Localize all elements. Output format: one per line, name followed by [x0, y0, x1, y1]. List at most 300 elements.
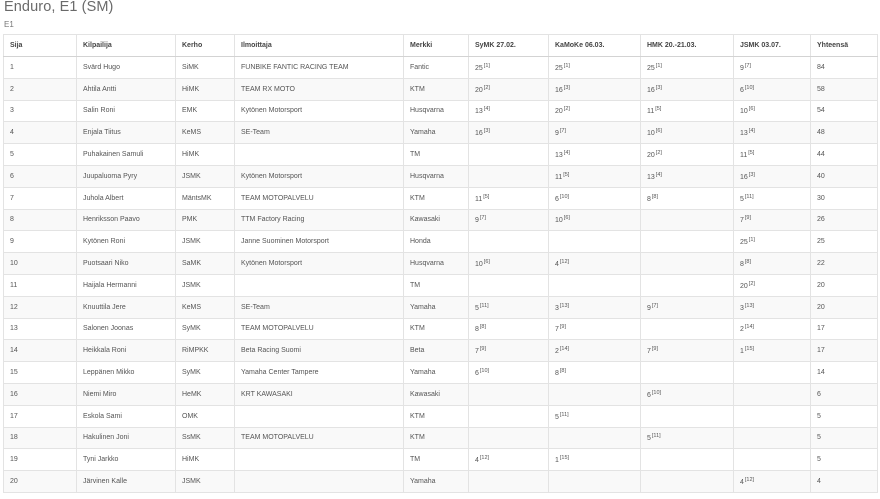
position-cell: 6 [4, 165, 77, 187]
round-points: 5 [740, 195, 744, 203]
round-placing: [4] [483, 106, 490, 113]
position-cell: 15 [4, 362, 77, 384]
round-2-cell [549, 362, 641, 384]
round-points: 11 [740, 152, 748, 160]
col-header-entrant[interactable]: Ilmoittaja [235, 35, 404, 57]
round-points: 11 [475, 195, 483, 203]
header-row [4, 35, 878, 57]
round-4-cell [734, 165, 811, 187]
table-row [4, 296, 878, 318]
rider-cell: Heikkala Roni [77, 340, 176, 362]
round-placing: [13] [559, 302, 570, 309]
round-points: 25 [647, 64, 655, 72]
round-3-cell [641, 318, 734, 340]
round-4-cell [734, 209, 811, 231]
round-points: 4 [740, 479, 744, 487]
round-4-cell [734, 362, 811, 384]
col-header-rider[interactable]: Kilpailija [77, 35, 176, 57]
round-points: 25 [475, 64, 483, 72]
round-points: 13 [647, 173, 655, 181]
round-placing: [1] [748, 237, 755, 244]
rider-cell: Haijala Hermanni [77, 274, 176, 296]
round-1-cell [469, 209, 549, 231]
round-points: 8 [647, 195, 651, 203]
round-4-cell [734, 78, 811, 100]
round-points: 3 [740, 304, 744, 312]
make-cell: KTM [404, 318, 469, 340]
entrant-cell: TEAM MOTOPALVELU [235, 427, 404, 449]
club-cell: RiMPKK [176, 340, 235, 362]
total-cell: 54 [811, 100, 878, 122]
round-placing: [5] [483, 193, 490, 200]
round-points: 5 [647, 435, 651, 443]
total-cell: 17 [811, 340, 878, 362]
round-points: 25 [740, 239, 748, 247]
rider-cell: Niemi Miro [77, 383, 176, 405]
club-cell: MäntsMK [176, 187, 235, 209]
table-row [4, 209, 878, 231]
round-placing: [2] [748, 280, 755, 287]
round-points: 5 [475, 304, 479, 312]
rider-cell: Salonen Joonas [77, 318, 176, 340]
round-points: 11 [647, 108, 655, 116]
round-placing: [3] [655, 84, 662, 91]
round-placing: [9] [744, 215, 752, 222]
entrant-cell: Kytönen Motorsport [235, 165, 404, 187]
position-cell: 3 [4, 100, 77, 122]
club-cell: HeMK [176, 383, 235, 405]
round-3-cell [641, 57, 734, 79]
club-cell: PMK [176, 209, 235, 231]
round-placing: [7] [559, 128, 567, 135]
rider-cell: Knuuttila Jere [77, 296, 176, 318]
rider-cell: Juupaluoma Pyry [77, 165, 176, 187]
rider-cell: Enjala Tiitus [77, 122, 176, 144]
position-cell: 8 [4, 209, 77, 231]
entrant-cell: TTM Factory Racing [235, 209, 404, 231]
round-points: 9 [740, 64, 744, 72]
round-placing: [6] [748, 106, 755, 113]
round-points: 9 [555, 130, 559, 138]
round-2-cell [549, 296, 641, 318]
round-placing: [15] [744, 346, 755, 353]
round-placing: [1] [655, 62, 662, 69]
round-placing: [3] [563, 84, 570, 91]
round-placing: [10] [479, 368, 490, 375]
round-points: 9 [475, 217, 479, 225]
total-cell: 26 [811, 209, 878, 231]
round-placing: [1] [483, 62, 490, 69]
table-row [4, 274, 878, 296]
round-placing: [2] [483, 84, 490, 91]
round-3-cell [641, 100, 734, 122]
round-points: 1 [740, 348, 744, 356]
table-row [4, 165, 878, 187]
club-cell: SyMK [176, 362, 235, 384]
make-cell: Fantic [404, 57, 469, 79]
round-points: 10 [647, 130, 655, 138]
make-cell: KTM [404, 405, 469, 427]
table-row [4, 427, 878, 449]
round-placing: [6] [563, 215, 570, 222]
position-cell: 18 [4, 427, 77, 449]
position-cell: 20 [4, 471, 77, 493]
round-points: 16 [555, 86, 563, 94]
table-row [4, 253, 878, 275]
club-cell: SiMK [176, 57, 235, 79]
round-3-cell [641, 187, 734, 209]
total-cell: 40 [811, 165, 878, 187]
round-placing: [12] [744, 477, 755, 484]
make-cell: Yamaha [404, 296, 469, 318]
results-body [4, 57, 878, 493]
class-subtitle: E1 [4, 20, 14, 29]
round-2-cell [549, 318, 641, 340]
make-cell: Yamaha [404, 471, 469, 493]
total-cell: 5 [811, 405, 878, 427]
entrant-cell: TEAM MOTOPALVELU [235, 318, 404, 340]
round-points: 11 [555, 173, 563, 181]
col-header-club[interactable]: Kerho [176, 35, 235, 57]
round-points: 2 [740, 326, 744, 334]
position-cell: 9 [4, 231, 77, 253]
total-cell: 14 [811, 362, 878, 384]
col-header-position[interactable]: Sija [4, 35, 77, 57]
round-2-cell [549, 340, 641, 362]
round-placing: [10] [744, 84, 755, 91]
round-3-cell [641, 253, 734, 275]
round-placing: [2] [655, 150, 662, 157]
round-1-cell [469, 144, 549, 166]
round-3-cell [641, 144, 734, 166]
table-row [4, 100, 878, 122]
round-points: 5 [555, 413, 559, 421]
round-placing: [6] [655, 128, 662, 135]
club-cell: HiMK [176, 144, 235, 166]
col-header-total[interactable]: Yhteensä [811, 35, 878, 57]
round-points: 6 [555, 195, 559, 203]
round-placing: [8] [744, 259, 752, 266]
club-cell: JSMK [176, 471, 235, 493]
page-title: Enduro, E1 (SM) [4, 0, 114, 15]
round-points: 13 [740, 130, 748, 138]
round-placing: [13] [744, 302, 755, 309]
round-placing: [11] [559, 411, 569, 418]
club-cell: KeMS [176, 296, 235, 318]
round-points: 20 [555, 108, 563, 116]
rider-cell: Kytönen Roni [77, 231, 176, 253]
round-points: 20 [475, 86, 483, 94]
entrant-cell [235, 449, 404, 471]
table-row [4, 144, 878, 166]
round-placing: [7] [479, 215, 487, 222]
round-1-cell [469, 449, 549, 471]
round-placing: [4] [563, 150, 570, 157]
round-points: 10 [475, 261, 483, 269]
total-cell: 4 [811, 471, 878, 493]
entrant-cell: Kytönen Motorsport [235, 253, 404, 275]
table-row [4, 78, 878, 100]
round-placing: [11] [479, 302, 489, 309]
make-cell: Kawasaki [404, 209, 469, 231]
round-placing: [1] [563, 62, 570, 69]
make-cell: Husqvarna [404, 253, 469, 275]
make-cell: KTM [404, 78, 469, 100]
round-points: 6 [475, 370, 479, 378]
round-4-cell [734, 471, 811, 493]
round-points: 16 [740, 173, 748, 181]
club-cell: HiMK [176, 78, 235, 100]
round-placing: [4] [748, 128, 755, 135]
position-cell: 19 [4, 449, 77, 471]
entrant-cell: SE-Team [235, 122, 404, 144]
round-placing: [2] [563, 106, 570, 113]
make-cell: Husqvarna [404, 165, 469, 187]
make-cell: KTM [404, 427, 469, 449]
round-1-cell [469, 253, 549, 275]
round-points: 6 [647, 391, 651, 399]
round-4-cell [734, 122, 811, 144]
club-cell: JSMK [176, 231, 235, 253]
table-row [4, 383, 878, 405]
round-1-cell [469, 383, 549, 405]
total-cell: 20 [811, 274, 878, 296]
round-3-cell [641, 165, 734, 187]
round-3-cell [641, 362, 734, 384]
round-3-cell [641, 296, 734, 318]
round-points: 10 [555, 217, 563, 225]
table-row [4, 57, 878, 79]
round-points: 4 [555, 261, 559, 269]
round-placing: [5] [563, 171, 570, 178]
table-row [4, 471, 878, 493]
position-cell: 2 [4, 78, 77, 100]
position-cell: 4 [4, 122, 77, 144]
table-row [4, 187, 878, 209]
club-cell: EMK [176, 100, 235, 122]
round-points: 7 [475, 348, 479, 356]
entrant-cell [235, 471, 404, 493]
round-points: 1 [555, 457, 559, 465]
rider-cell: Puhakainen Samuli [77, 144, 176, 166]
round-3-cell [641, 405, 734, 427]
entrant-cell: TEAM MOTOPALVELU [235, 187, 404, 209]
round-3-cell [641, 231, 734, 253]
round-points: 2 [555, 348, 559, 356]
round-points: 13 [555, 152, 563, 160]
round-placing: [11] [651, 433, 661, 440]
round-1-cell [469, 231, 549, 253]
entrant-cell: KRT KAWASAKI [235, 383, 404, 405]
entrant-cell: Janne Suominen Motorsport [235, 231, 404, 253]
rider-cell: Ahtila Antti [77, 78, 176, 100]
round-points: 25 [555, 64, 563, 72]
total-cell: 48 [811, 122, 878, 144]
round-placing: [9] [559, 324, 567, 331]
round-1-cell [469, 471, 549, 493]
col-header-make[interactable]: Merkki [404, 35, 469, 57]
round-3-cell [641, 427, 734, 449]
round-placing: [15] [559, 455, 570, 462]
entrant-cell: Kytönen Motorsport [235, 100, 404, 122]
round-placing: [7] [744, 62, 752, 69]
round-4-cell [734, 100, 811, 122]
total-cell: 17 [811, 318, 878, 340]
round-placing: [5] [655, 106, 662, 113]
round-1-cell [469, 78, 549, 100]
round-placing: [4] [655, 171, 662, 178]
round-1-cell [469, 362, 549, 384]
total-cell: 30 [811, 187, 878, 209]
round-2-cell [549, 471, 641, 493]
col-header-round-1[interactable]: SyMK 27.02. [469, 35, 549, 57]
round-points: 7 [555, 326, 559, 334]
round-2-cell [549, 231, 641, 253]
round-placing: [10] [559, 193, 570, 200]
round-2-cell [549, 122, 641, 144]
entrant-cell [235, 144, 404, 166]
round-2-cell [549, 449, 641, 471]
position-cell: 1 [4, 57, 77, 79]
make-cell: KTM [404, 187, 469, 209]
total-cell: 58 [811, 78, 878, 100]
round-1-cell [469, 274, 549, 296]
rider-cell: Järvinen Kalle [77, 471, 176, 493]
make-cell: Husqvarna [404, 100, 469, 122]
round-1-cell [469, 405, 549, 427]
round-placing: [6] [483, 259, 490, 266]
round-4-cell [734, 296, 811, 318]
rider-cell: Hakulinen Joni [77, 427, 176, 449]
round-points: 16 [647, 86, 655, 94]
round-4-cell [734, 405, 811, 427]
col-header-round-2[interactable]: KaMoKe 06.03. [549, 35, 641, 57]
make-cell: TM [404, 449, 469, 471]
round-2-cell [549, 165, 641, 187]
round-placing: [8] [479, 324, 487, 331]
round-placing: [8] [559, 368, 567, 375]
rider-cell: Henriksson Paavo [77, 209, 176, 231]
round-1-cell [469, 165, 549, 187]
round-2-cell [549, 274, 641, 296]
total-cell: 20 [811, 296, 878, 318]
position-cell: 13 [4, 318, 77, 340]
round-points: 13 [475, 108, 483, 116]
round-2-cell [549, 427, 641, 449]
entrant-cell: Beta Racing Suomi [235, 340, 404, 362]
round-3-cell [641, 383, 734, 405]
total-cell: 84 [811, 57, 878, 79]
round-points: 20 [647, 152, 655, 160]
round-placing: [7] [651, 302, 659, 309]
position-cell: 14 [4, 340, 77, 362]
club-cell: KeMS [176, 122, 235, 144]
position-cell: 16 [4, 383, 77, 405]
round-2-cell [549, 78, 641, 100]
position-cell: 12 [4, 296, 77, 318]
round-points: 8 [475, 326, 479, 334]
rider-cell: Salin Roni [77, 100, 176, 122]
make-cell: Yamaha [404, 122, 469, 144]
rider-cell: Eskola Sami [77, 405, 176, 427]
total-cell: 5 [811, 449, 878, 471]
round-placing: [10] [651, 389, 662, 396]
round-4-cell [734, 274, 811, 296]
col-header-round-4[interactable]: JSMK 03.07. [734, 35, 811, 57]
round-points: 9 [647, 304, 651, 312]
entrant-cell [235, 405, 404, 427]
round-placing: [12] [559, 259, 570, 266]
results-table [3, 34, 878, 493]
round-placing: [11] [744, 193, 754, 200]
make-cell: Honda [404, 231, 469, 253]
make-cell: TM [404, 144, 469, 166]
round-2-cell [549, 187, 641, 209]
round-1-cell [469, 427, 549, 449]
round-1-cell [469, 340, 549, 362]
round-1-cell [469, 122, 549, 144]
round-3-cell [641, 449, 734, 471]
club-cell: OMK [176, 405, 235, 427]
round-points: 10 [740, 108, 748, 116]
make-cell: Yamaha [404, 362, 469, 384]
make-cell: TM [404, 274, 469, 296]
round-2-cell [549, 253, 641, 275]
club-cell: SyMK [176, 318, 235, 340]
table-row [4, 362, 878, 384]
entrant-cell: Yamaha Center Tampere [235, 362, 404, 384]
total-cell: 44 [811, 144, 878, 166]
table-row [4, 231, 878, 253]
round-4-cell [734, 383, 811, 405]
round-points: 3 [555, 304, 559, 312]
round-2-cell [549, 144, 641, 166]
col-header-round-3[interactable]: HMK 20.-21.03. [641, 35, 734, 57]
round-placing: [3] [748, 171, 755, 178]
entrant-cell: TEAM RX MOTO [235, 78, 404, 100]
round-placing: [9] [651, 346, 659, 353]
position-cell: 7 [4, 187, 77, 209]
round-3-cell [641, 471, 734, 493]
round-4-cell [734, 144, 811, 166]
round-points: 20 [740, 282, 748, 290]
round-placing: [14] [559, 346, 570, 353]
round-4-cell [734, 57, 811, 79]
round-3-cell [641, 122, 734, 144]
rider-cell: Leppänen Mikko [77, 362, 176, 384]
round-2-cell [549, 383, 641, 405]
rider-cell: Svärd Hugo [77, 57, 176, 79]
round-1-cell [469, 318, 549, 340]
club-cell: JSMK [176, 274, 235, 296]
rider-cell: Tyni Jarkko [77, 449, 176, 471]
round-points: 8 [555, 370, 559, 378]
round-4-cell [734, 340, 811, 362]
position-cell: 10 [4, 253, 77, 275]
total-cell: 22 [811, 253, 878, 275]
club-cell: HiMK [176, 449, 235, 471]
round-points: 4 [475, 457, 479, 465]
table-row [4, 449, 878, 471]
round-placing: [12] [479, 455, 490, 462]
round-4-cell [734, 449, 811, 471]
round-points: 7 [647, 348, 651, 356]
round-2-cell [549, 405, 641, 427]
round-placing: [14] [744, 324, 755, 331]
club-cell: SsMK [176, 427, 235, 449]
table-row [4, 122, 878, 144]
round-4-cell [734, 231, 811, 253]
